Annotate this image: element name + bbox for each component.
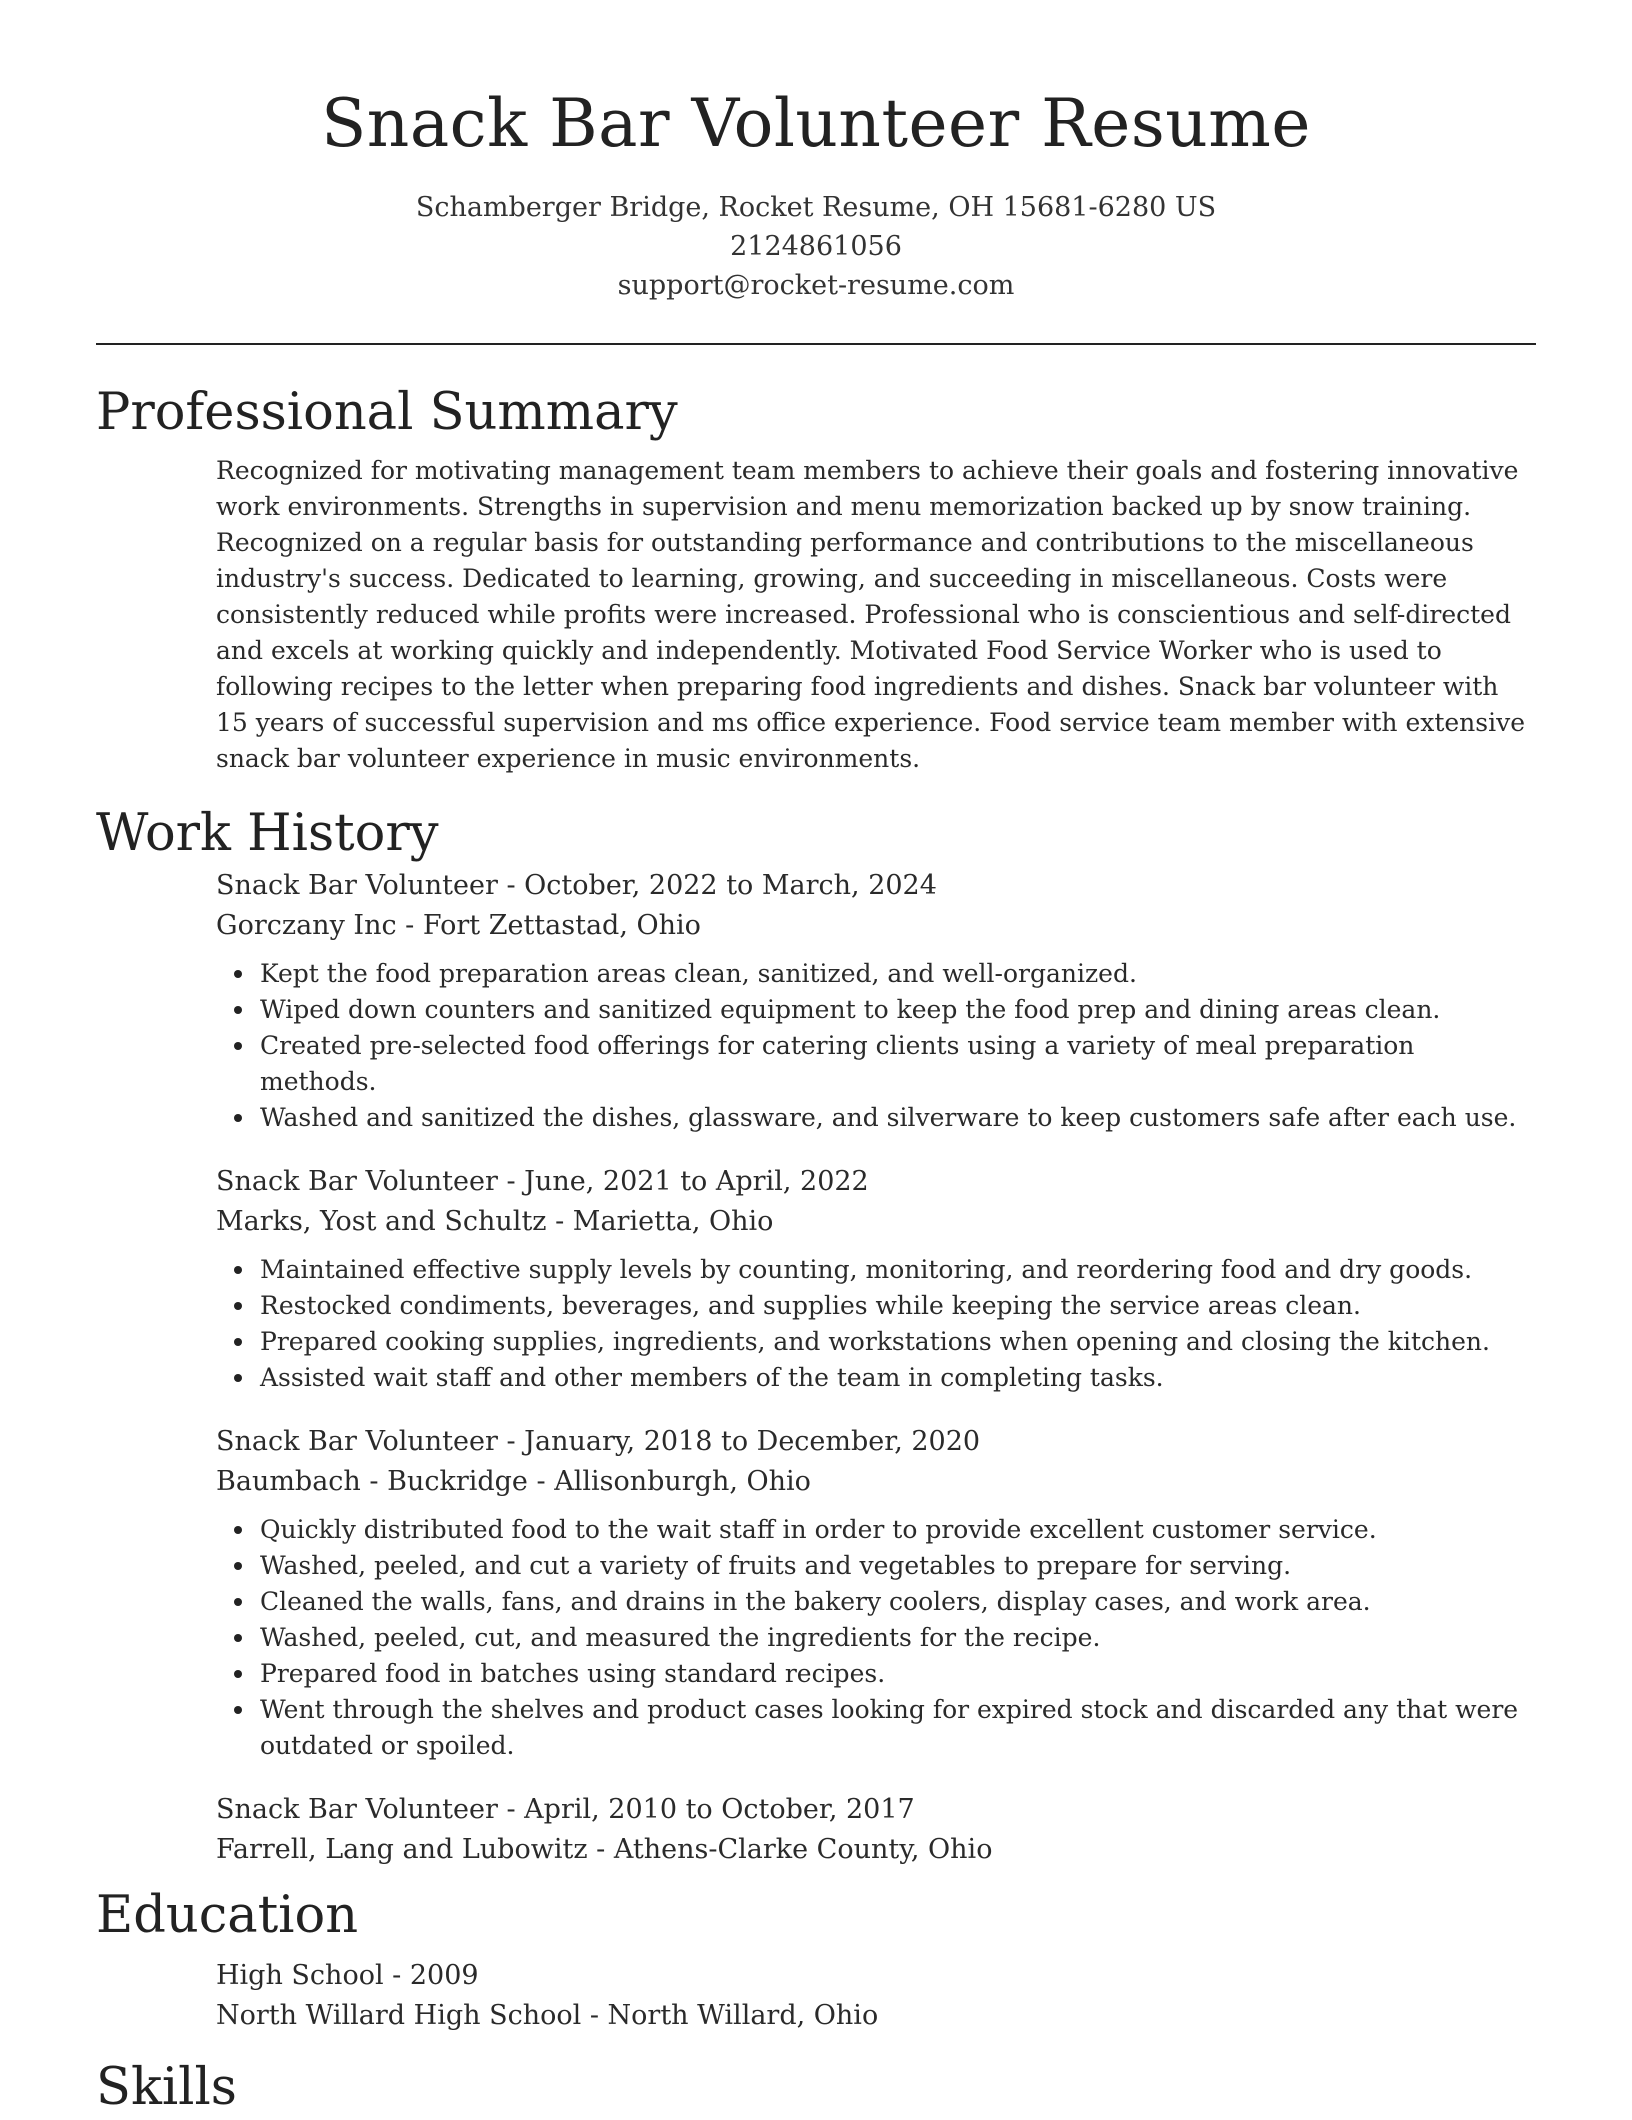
resume-header [96, 0, 1536, 305]
job-company-location: Farrell, Lang and Lubowitz - Athens-Clarke County, Ohio [216, 1834, 993, 1865]
job-list [96, 866, 1536, 1870]
education-heading: Education [96, 1886, 359, 1945]
education-degree: High School - 2009 [216, 1960, 479, 1991]
job-title-dates: Snack Bar Volunteer - June, 2021 to April, 2022 [216, 1166, 869, 1197]
job-entry [216, 866, 1536, 1136]
job-title-dates: Snack Bar Volunteer - January, 2018 to December, 2020 [216, 1426, 981, 1457]
job-duty-item: Wiped down counters and sanitized equipment to keep the food prep and dining areas clean. [260, 992, 1536, 1028]
summary-heading: Professional Summary [96, 383, 678, 442]
address: Schamberger Bridge, Rocket Resume, OH 15681-6280 US [415, 192, 1217, 223]
job-duty-item: Prepared food in batches using standard recipes. [260, 1656, 1536, 1692]
job-duties-list [216, 1252, 1536, 1396]
job-duty-item: Cleaned the walls, fans, and drains in the bakery coolers, display cases, and work area. [260, 1584, 1536, 1620]
job-duty-item: Quickly distributed food to the wait staff in order to provide excellent customer service. [260, 1512, 1536, 1548]
contact-block [96, 188, 1536, 305]
summary-section [96, 381, 1536, 777]
job-duty-item: Went through the shelves and product cases looking for expired stock and discarded any that were outdated or spoiled. [260, 1692, 1536, 1764]
job-title-dates: Snack Bar Volunteer - April, 2010 to October, 2017 [216, 1794, 915, 1825]
work-history-section [96, 802, 1536, 1870]
summary-text: Recognized for motivating management team members to achieve their goals and fostering innovative work environments. Strengths in supervision and menu memorization backed up by snow training. Recognized on a regular basis for outstanding performance and contributions to the miscellaneous industry's success. Dedicated to learning, growing, and succeeding in miscellaneous. Costs were consistently reduced while profits were increased. Professional who is conscientious and self-directed and excels at working quickly and independently. Motivated Food Service Worker who is used to following recipes to the letter when preparing food ingredients and dishes. Snack bar volunteer with 15 years of successful supervision and ms office experience. Food service team member with extensive snack bar volunteer experience in music environments. [216, 456, 1526, 773]
job-entry [216, 1162, 1536, 1396]
skills-heading: Skills [96, 2058, 237, 2117]
job-duty-item: Washed and sanitized the dishes, glassware, and silverware to keep customers safe after each use. [260, 1100, 1536, 1136]
job-duties-list [216, 1512, 1536, 1764]
job-entry [216, 1790, 1536, 1870]
resume-page [96, 0, 1536, 2120]
job-duty-item: Washed, peeled, and cut a variety of fruits and vegetables to prepare for serving. [260, 1548, 1536, 1584]
job-duty-item: Kept the food preparation areas clean, sanitized, and well-organized. [260, 956, 1536, 992]
job-duties-list [216, 956, 1536, 1136]
job-duty-item: Washed, peeled, cut, and measured the ingredients for the recipe. [260, 1620, 1536, 1656]
education-entry [216, 1956, 1536, 2036]
job-entry [216, 1422, 1536, 1764]
job-company-location: Gorczany Inc - Fort Zettastad, Ohio [216, 910, 701, 941]
job-duty-item: Prepared cooking supplies, ingredients, and workstations when opening and closing the kitchen. [260, 1324, 1536, 1360]
job-duty-item: Assisted wait staff and other members of the team in completing tasks. [260, 1360, 1536, 1396]
job-company-location: Marks, Yost and Schultz - Marietta, Ohio [216, 1206, 774, 1237]
education-section [96, 1884, 1536, 2036]
job-title-dates: Snack Bar Volunteer - October, 2022 to March, 2024 [216, 870, 937, 901]
phone: 2124861056 [730, 231, 902, 262]
skills-section [96, 2056, 1536, 2120]
email: support@rocket-resume.com [617, 270, 1015, 301]
work-history-heading: Work History [96, 804, 439, 863]
header-divider [96, 343, 1536, 345]
job-duty-item: Maintained effective supply levels by counting, monitoring, and reordering food and dry goods. [260, 1252, 1536, 1288]
job-duty-item: Restocked condiments, beverages, and supplies while keeping the service areas clean. [260, 1288, 1536, 1324]
job-company-location: Baumbach - Buckridge - Allisonburgh, Ohio [216, 1466, 811, 1497]
job-duty-item: Created pre-selected food offerings for catering clients using a variety of meal preparation methods. [260, 1028, 1536, 1100]
resume-title: Snack Bar Volunteer Resume [321, 85, 1311, 162]
education-school: North Willard High School - North Willard, Ohio [216, 2000, 879, 2031]
